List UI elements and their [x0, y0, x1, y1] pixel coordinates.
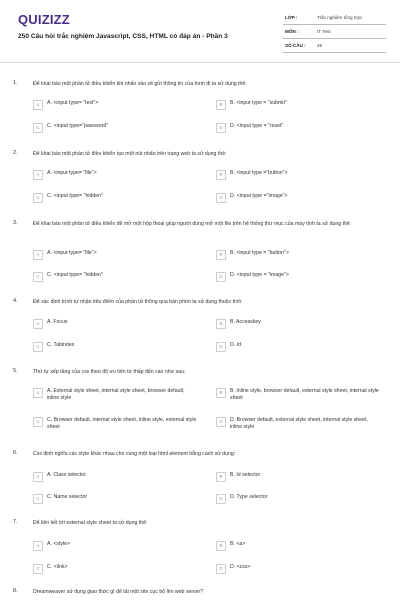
- quizizz-logo: QUIZIZZ: [18, 12, 70, 27]
- option-letter-box: C: [33, 494, 43, 504]
- meta-row-class: [283, 11, 386, 25]
- option-text: D. Browser default, external style sheet, internal style sheet, inline style: [230, 417, 368, 430]
- question-number: 1.: [13, 80, 18, 86]
- option-letter-box: A: [33, 319, 43, 329]
- header-divider: [0, 62, 400, 63]
- option-letter-box: B: [216, 541, 226, 551]
- question-text: Để khai báo một phần tử điều khiển khi nhấn vào sẽ gửi thông tin của form đi ta sử dụng thẻ:: [33, 81, 247, 87]
- page-title: 250 Câu hỏi trắc nghiệm Javascript, CSS, HTML có đáp án - Phần 3: [18, 33, 228, 40]
- option-letter-box: C: [33, 342, 43, 352]
- option-text: B. <input type = "submit": [230, 100, 287, 106]
- option-letter-box: C: [33, 417, 43, 427]
- option-text: B. Inline style, browser default, external style sheet, internal style sheet: [230, 388, 379, 401]
- question-text: Dreamweaver sử dụng giao thức gì để tải một site cục bộ lên web server?: [33, 589, 204, 595]
- option-text: C. <input type= "hidden": [47, 272, 103, 278]
- option-letter-box: B: [216, 472, 226, 482]
- option-text: B. Id selector: [230, 472, 261, 478]
- option-letter-box: A: [33, 100, 43, 110]
- option-text: D. <input type = "reset": [230, 123, 284, 129]
- option-text: A. <style>: [47, 541, 71, 547]
- option-letter-box: A: [33, 170, 43, 180]
- option-letter-box: D: [216, 123, 226, 133]
- option-text: A. External style sheet, internal style sheet, browser default, inline style: [47, 388, 185, 401]
- option-letter-box: C: [33, 123, 43, 133]
- question-number: 6.: [13, 450, 18, 456]
- question-number: 3.: [13, 220, 18, 226]
- option-letter-box: D: [216, 342, 226, 352]
- option-text: D. Id: [230, 342, 241, 348]
- option-text: C. Browser default, internal style sheet, inline style, external style sheet: [47, 417, 197, 430]
- meta-table: [283, 11, 386, 53]
- option-letter-box: D: [216, 494, 226, 504]
- option-text: D. <input type = "image">: [230, 272, 289, 278]
- meta-label: SỐ CÂU :: [283, 39, 315, 53]
- option-letter-box: A: [33, 250, 43, 260]
- option-text: A. <input type= "file">: [47, 170, 97, 176]
- option-letter-box: D: [216, 193, 226, 203]
- option-letter-box: D: [216, 417, 226, 427]
- meta-value: 49: [315, 39, 386, 53]
- meta-value: Trắc nghiệm tổng hợp: [315, 11, 386, 25]
- option-letter-box: D: [216, 272, 226, 282]
- question-number: 4.: [13, 298, 18, 304]
- meta-label: MÔN :: [283, 25, 315, 39]
- question-text: Thứ tự xếp tầng của css theo độ ưu tiên từ thấp đến cao như sau:: [33, 369, 186, 375]
- option-letter-box: C: [33, 564, 43, 574]
- option-text: A. <input type= "file">: [47, 250, 97, 256]
- option-text: D. Type selector: [230, 494, 268, 500]
- question-number: 8.: [13, 588, 18, 594]
- option-text: B. <a>: [230, 541, 246, 547]
- option-text: D. <css>: [230, 564, 251, 570]
- question-number: 7.: [13, 519, 18, 525]
- option-text: C. <input type= "hidden": [47, 193, 103, 199]
- option-letter-box: B: [216, 170, 226, 180]
- meta-row-subject: [283, 25, 386, 39]
- option-text: A. Class selector: [47, 472, 86, 478]
- option-text: D. <input type ="image">: [230, 193, 288, 199]
- question-text: Để xác định trình tự nhận tiêu điểm của phần tử thông qua bàn phím ta sử dụng thuộc tính:: [33, 299, 243, 305]
- question-text: Css định nghĩa các style khác nhau cho cùng một loại html element bằng cách sử dụng:: [33, 451, 236, 457]
- option-letter-box: B: [216, 388, 226, 398]
- option-text: B. Accesskey: [230, 319, 261, 325]
- question-text: Để liên kết tới external style sheet ta sử dụng thẻ:: [33, 520, 148, 526]
- option-letter-box: D: [216, 564, 226, 574]
- option-letter-box: B: [216, 250, 226, 260]
- meta-row-count: [283, 39, 386, 53]
- question-text: Để khai báo một phần tử điều khiển tạo một nút nhấn trên trang web ta sử dụng thẻ:: [33, 151, 227, 157]
- meta-label: LỚP :: [283, 11, 315, 25]
- option-letter-box: C: [33, 193, 43, 203]
- option-text: C. <link>: [47, 564, 68, 570]
- option-text: C. <input type="password": [47, 123, 109, 129]
- question-number: 2.: [13, 150, 18, 156]
- option-letter-box: B: [216, 100, 226, 110]
- option-letter-box: C: [33, 272, 43, 282]
- option-letter-box: A: [33, 541, 43, 551]
- question-number: 5.: [13, 368, 18, 374]
- option-letter-box: A: [33, 388, 43, 398]
- option-text: A. Focus: [47, 319, 68, 325]
- question-text: Để khai báo một phần tử điều khiển để mở một hộp thoại giúp người dùng mở một file trên hệ thống thư mục của máy tính ta sử dụng thẻ:: [33, 221, 352, 227]
- option-text: B. <input type ="button">: [230, 170, 288, 176]
- option-letter-box: B: [216, 319, 226, 329]
- option-text: A. <input type= "text">: [47, 100, 99, 106]
- meta-value: IT Test: [315, 25, 386, 39]
- option-letter-box: A: [33, 472, 43, 482]
- option-text: C. Tabindex: [47, 342, 75, 348]
- option-text: C. Name selector: [47, 494, 88, 500]
- option-text: B. <input type = "button">: [230, 250, 289, 256]
